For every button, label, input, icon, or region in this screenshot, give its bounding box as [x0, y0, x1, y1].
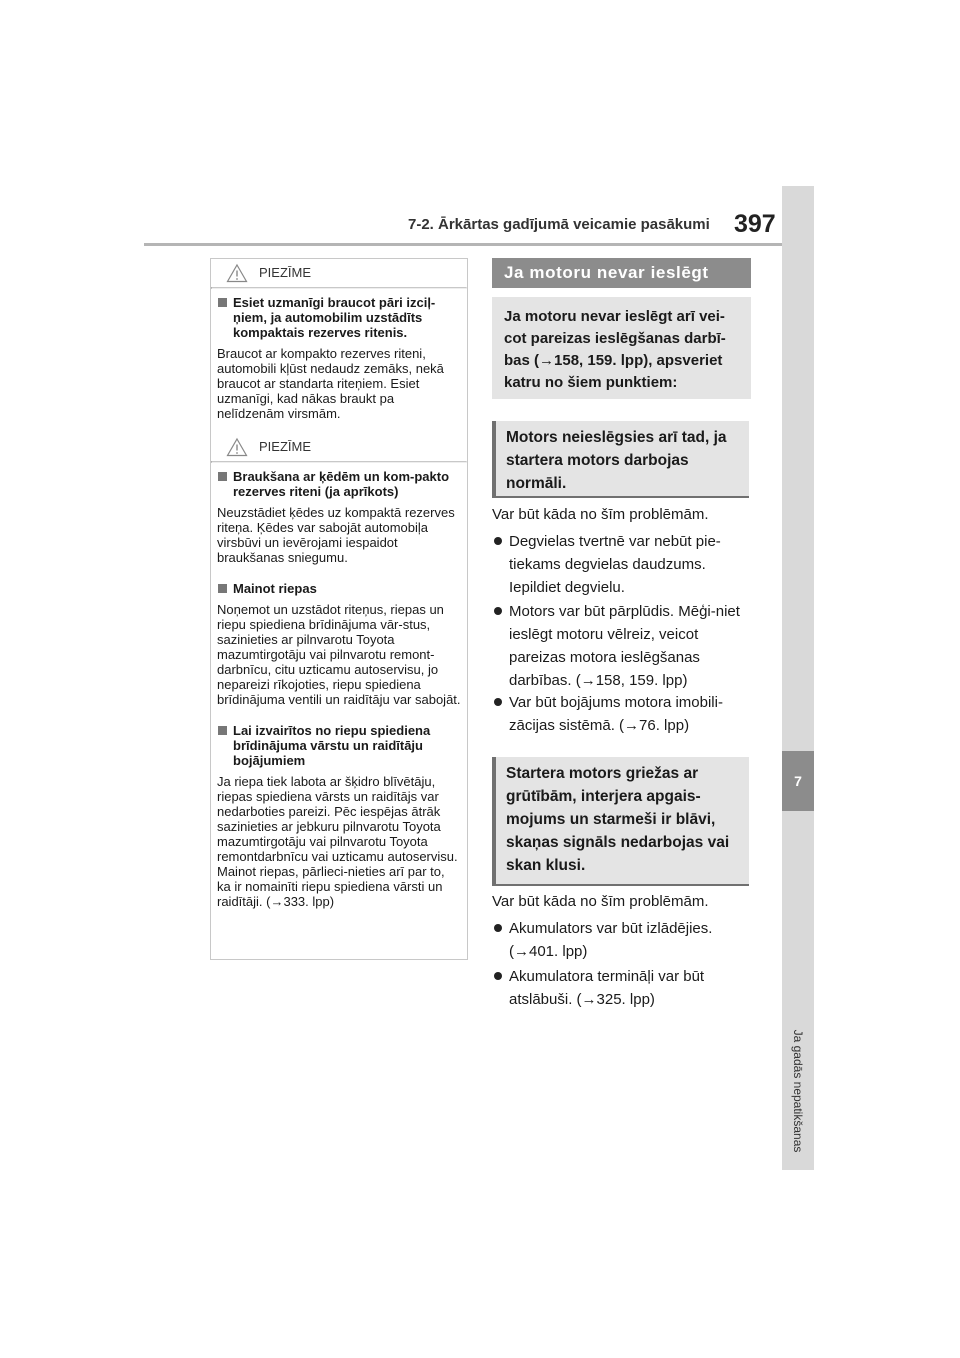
notice-label: PIEZĪME [259, 265, 312, 280]
page-number: 397 [734, 210, 776, 238]
chapter-label: Ja gadās nepatikšanas [791, 1029, 805, 1153]
paragraph: Var būt kāda no šīm problēmām. [492, 506, 709, 523]
bullet-dot-icon [494, 698, 502, 706]
square-bullet-icon [218, 584, 227, 593]
notice-item [211, 575, 467, 707]
square-bullet-icon [218, 298, 227, 307]
warning-triangle-icon [226, 437, 248, 457]
warning-triangle-icon [226, 263, 248, 283]
list-item: Degvielas tvertnē var nebūt pie-tiekams degvielas daudzums. Iepildiet degvielu. [492, 530, 750, 599]
bullet-dot-icon [494, 924, 502, 932]
list-item: Akumulatora termināļi var būt atslābuši. (→325. lpp) [492, 965, 750, 1011]
subsection-heading: Startera motors griežas ar grūtībām, interjera apgais-mojums un starmeši ir blāvi, skaņas signāls nedarbojas vai skan klusi. [492, 757, 749, 886]
subsection-heading: Motors neieslēgsies arī tad, ja startera motors darbojas normāli. [492, 421, 749, 498]
intro-box: Ja motoru nevar ieslēgt arī vei-cot pareizas ieslēgšanas darbī-bas (→158, 159. lpp), apsveriet katru no šiem punktiem: [492, 297, 751, 399]
notice-item-body: Ja riepa tiek labota ar šķidro blīvētāju, riepas spiediena vārsts un raidītājs var nedarboties pareizi. Pēc iespējas ātrāk sazinieties ar jebkuru pilnvarotu Toyota mazumtirgotāju vai pilnvarotu Toyota remontdarbnīcu vai uzticamu autoservisu. Mainot riepas, pārlieci-nieties arī par to, ka ir nomainīti riepu spiediena vārsti un raidītāji. (→333. lpp) [217, 774, 458, 909]
notice-item [211, 463, 467, 565]
notice-item-title: Lai izvairītos no riepu spiediena brīdinājuma vārstu un raidītāju bojājumiem [217, 723, 461, 768]
notice-box [210, 258, 468, 960]
notice-item-title: Braukšana ar ķēdēm un kom-pakto rezerves riteni (ja aprīkots) [217, 469, 461, 499]
notice-item [211, 289, 467, 421]
list-item: Akumulators var būt izlādējies. (→401. lpp) [492, 917, 750, 963]
paragraph: Var būt kāda no šīm problēmām. [492, 893, 709, 910]
notice-item-body: Noņemot un uzstādot riteņus, riepas un riepu spiediena brīdinājuma vār-stus, sazinieties ar pilnvarotu Toyota mazumtirgotāju vai pilnvarotu remont-darbnīcu, citu uzticamu autoservisu, jo nepareizi rīkojoties, riepu spiediena brīdinājuma ventili un raidītāju var sabojāt. [217, 602, 461, 707]
notice-header [211, 259, 467, 287]
notice-item-title: Mainot riepas [217, 581, 461, 596]
chapter-side-tab[interactable] [782, 186, 814, 1170]
bullet-dot-icon [494, 972, 502, 980]
bullet-dot-icon [494, 607, 502, 615]
square-bullet-icon [218, 726, 227, 735]
notice-item-body: Neuzstādiet ķēdes uz kompaktā rezerves riteņa. Ķēdes var sabojāt automobiļa virsbūvi un ievērojami iespaidot braukšanas sniegumu. [217, 505, 455, 565]
bullet-dot-icon [494, 537, 502, 545]
notice-label: PIEZĪME [259, 439, 312, 454]
list-item: Var būt bojājums motora imobili-zācijas sistēmā. (→76. lpp) [492, 691, 750, 737]
section-header-title: 7-2. Ārkārtas gadījumā veicamie pasākumi [408, 216, 710, 233]
notice-item-body: Braucot ar kompakto rezerves riteni, automobili kļūst nedaudz zemāks, nekā braucot ar standarta riteņiem. Esiet uzmanīgi, kad nākas braukt pa nelīdzenām virsmām. [217, 346, 444, 421]
header-rule [144, 243, 782, 246]
notice-item [211, 717, 467, 909]
notice-header [211, 433, 467, 461]
notice-item-title: Esiet uzmanīgi braucot pāri izciļ-ņiem, ja automobilim uzstādīts kompaktais rezerves ritenis. [217, 295, 461, 340]
section-banner: Ja motoru nevar ieslēgt [492, 258, 751, 288]
list-item: Motors var būt pārplūdis. Mēģi-niet ieslēgt motoru vēlreiz, veicot pareizas motora ieslēgšanas darbības. (→158, 159. lpp) [492, 600, 750, 692]
chapter-number: 7 [782, 751, 814, 811]
square-bullet-icon [218, 472, 227, 481]
